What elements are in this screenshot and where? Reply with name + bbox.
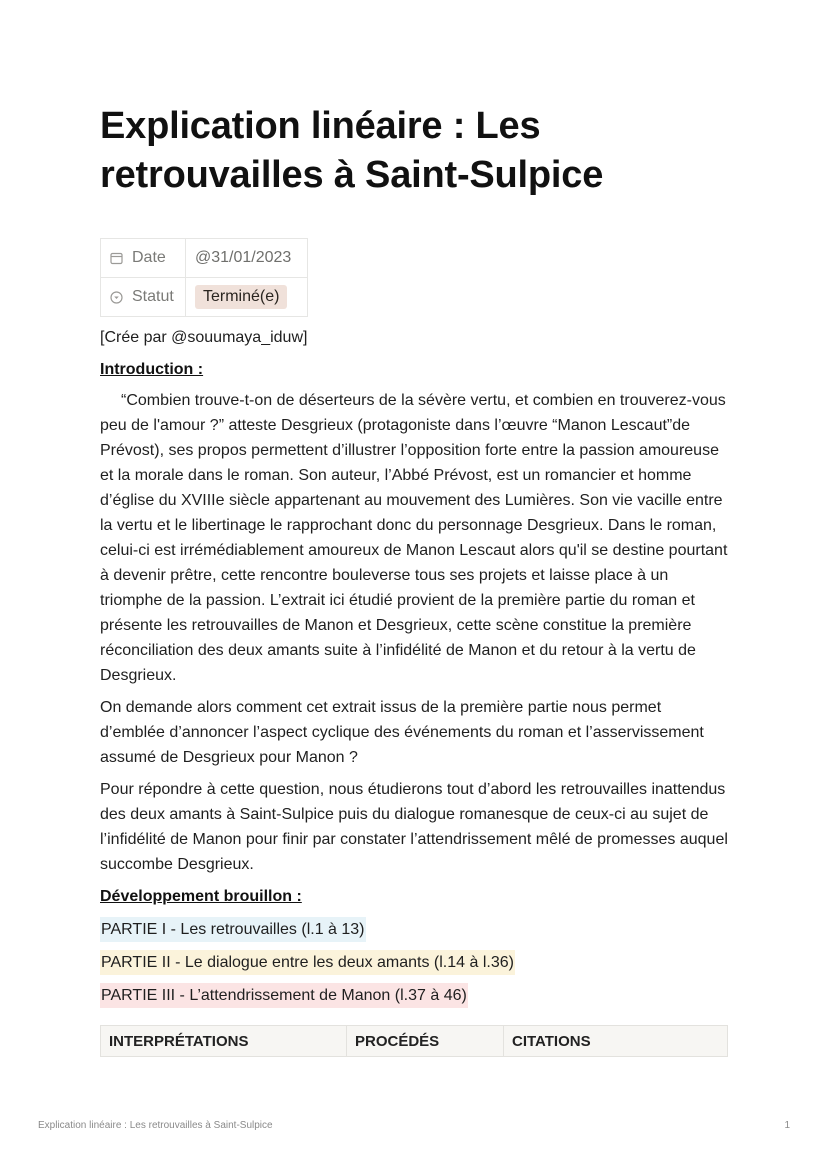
column-header-interpretations: INTERPRÉTATIONS — [101, 1026, 347, 1057]
table-header-row — [101, 1026, 728, 1057]
part-two-label: PARTIE II - Le dialogue entre les deux amants (l.14 à l.36) — [100, 950, 515, 975]
footer-title: Explication linéaire : Les retrouvailles à Saint-Sulpice — [38, 1120, 273, 1131]
author-line: [Crée par @souumaya_iduw] — [100, 329, 308, 346]
status-icon — [110, 291, 123, 304]
property-value-date[interactable]: @31/01/2023 — [186, 239, 308, 278]
document-page — [100, 102, 728, 1057]
introduction-heading: Introduction : — [100, 361, 204, 378]
page-title: Explication linéaire : Les retrouvailles à Saint-Sulpice — [100, 105, 604, 196]
analysis-table — [100, 1025, 728, 1057]
property-row-date — [101, 239, 308, 278]
calendar-icon — [110, 252, 123, 265]
plan-paragraph: Pour répondre à cette question, nous étudierons tout d’abord les retrouvailles inattendus des deux amants à Saint-Sulpice puis du dialogue romanesque de ceux-ci au sujet de l’infidélité de Manon pour finir par constater l’attendrissement mêlé de promesses auquel succombe Desgrieux. — [100, 781, 728, 873]
part-one-label: PARTIE I - Les retrouvailles (l.1 à 13) — [100, 917, 366, 942]
part-three-label: PARTIE III - L’attendrissement de Manon (l.37 à 46) — [100, 983, 468, 1008]
intro-paragraph: “Combien trouve-t-on de déserteurs de la sévère vertu, et combien en trouverez-vous peu de l'amour ?” atteste Desgrieux (protagoniste dans l’œuvre “Manon Lescaut”de Prévost), ses propos permettent d’illustrer l’opposition forte entre la passion amoureuse et la morale dans le roman. Son auteur, l’Abbé Prévost, est un romancier et homme d’église du XVIIIe siècle appartenant au mouvement des Lumières. Son vie vacille entre la vertu et le libertinage le rapprochant donc du personnage Desgrieux. Dans le roman, celui-ci est irrémédiablement amoureux de Manon Lescaut alors qu'il se destine pourtant à devenir prêtre, cette rencontre bouleverse tous ses projets et laisse place à un triomphe de la passion. L’extrait ici étudié provient de la première partie du roman et présente les retrouvailles de Manon et Desgrieux, cette scène constitue la première réconciliation des deux amants suite à l’infidélité de Manon et du retour à la vertu de Desgrieux. — [100, 392, 728, 684]
property-row-status — [101, 278, 308, 317]
page-footer — [38, 1120, 790, 1131]
property-key-date: Date — [132, 249, 166, 266]
property-key-status: Statut — [132, 288, 174, 305]
column-header-citations: CITATIONS — [504, 1026, 728, 1057]
status-badge[interactable]: Terminé(e) — [195, 285, 287, 309]
footer-page-number: 1 — [784, 1120, 790, 1131]
development-heading: Développement brouillon : — [100, 888, 302, 905]
properties-table — [100, 238, 308, 317]
problematic-paragraph: On demande alors comment cet extrait issus de la première partie nous permet d’emblée d’annoncer l’aspect cyclique des événements du roman et l’asservissement assumé de Desgrieux pour Manon ? — [100, 699, 704, 766]
column-header-procedes: PROCÉDÉS — [347, 1026, 504, 1057]
